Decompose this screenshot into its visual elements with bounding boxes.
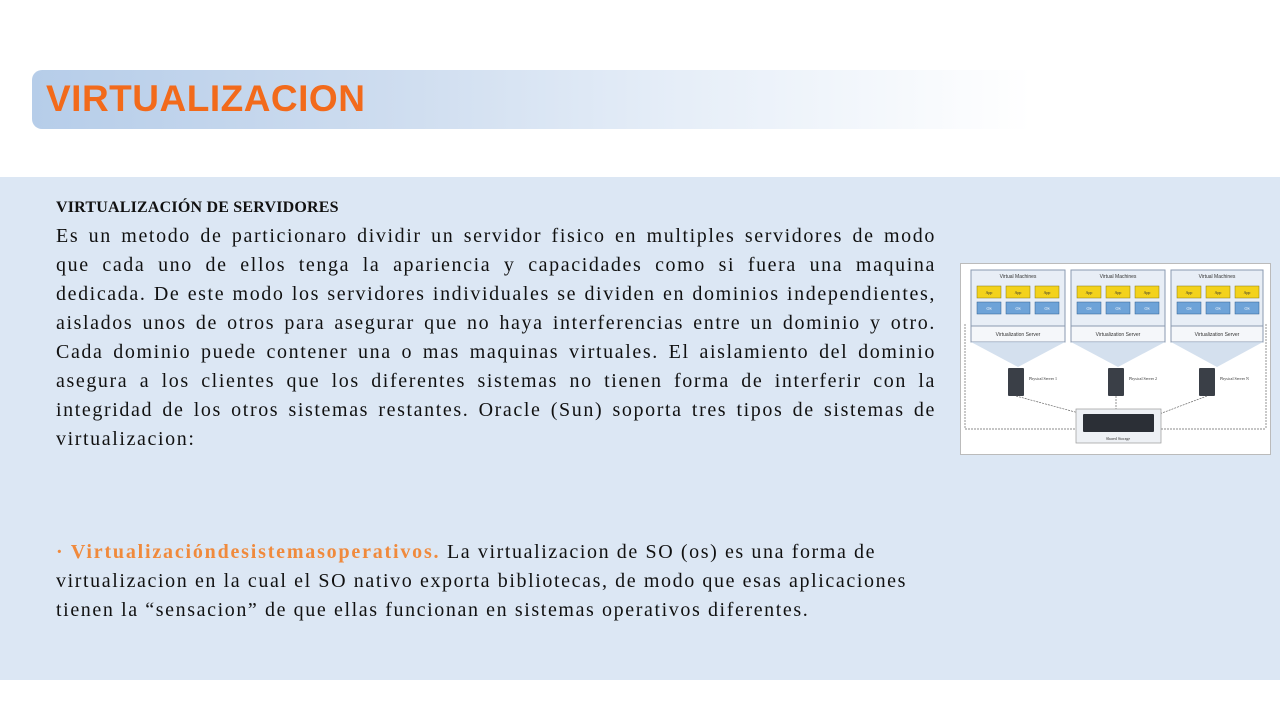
app-label: App (985, 290, 993, 295)
bullet-text: La virtualizacion de SO (os) es una forma de virtualizacion en la cual el SO nativo exporta bibliotecas, de modo que esas aplicaciones tienen la “sensacion” de que ellas funcionan en sistemas operativos diferentes. (56, 541, 908, 621)
server-icon (1108, 368, 1124, 396)
os-label: OS (1186, 306, 1192, 311)
bullet-paragraph (56, 538, 941, 625)
app-label: App (1114, 290, 1122, 295)
virtualization-server-label: Virtualization Server (1194, 332, 1240, 338)
diagram-column-1 (971, 270, 1065, 396)
diagram-svg (961, 264, 1270, 454)
os-label: OS (986, 306, 992, 311)
diagram-column-2 (1071, 270, 1165, 396)
os-label: OS (1115, 306, 1121, 311)
virtualization-server-label: Virtualization Server (995, 332, 1041, 338)
app-label: App (1185, 290, 1193, 295)
vm-group-label: Virtual Machines (1099, 274, 1137, 280)
title-bar (32, 70, 1032, 129)
app-label: App (1243, 290, 1251, 295)
storage-label: Shared Storage (1105, 436, 1131, 441)
app-label: App (1043, 290, 1051, 295)
os-label: OS (1144, 306, 1150, 311)
app-label: App (1085, 290, 1093, 295)
virtualization-server-label: Virtualization Server (1095, 332, 1141, 338)
funnel-shape (1171, 342, 1263, 367)
app-label: App (1214, 290, 1222, 295)
diagram-column-3 (1171, 270, 1263, 396)
bullet-label: · Virtualizacióndesistemasoperativos. (56, 541, 441, 563)
os-label: OS (1086, 306, 1092, 311)
vm-group-label: Virtual Machines (999, 274, 1037, 280)
funnel-shape (1071, 342, 1165, 367)
section-title: VIRTUALIZACIÓN DE SERVIDORES (56, 199, 339, 216)
server-icon (1008, 368, 1024, 396)
virtualization-diagram (960, 263, 1271, 455)
app-label: App (1143, 290, 1151, 295)
physical-server-label: Physical Server 2 (1129, 376, 1157, 381)
os-label: OS (1244, 306, 1250, 311)
physical-server-label: Physical Server N (1220, 376, 1249, 381)
os-label: OS (1215, 306, 1221, 311)
funnel-shape (971, 342, 1065, 367)
physical-server-label: Physical Server 1 (1029, 376, 1057, 381)
app-label: App (1014, 290, 1022, 295)
server-icon (1199, 368, 1215, 396)
slide-title: VIRTUALIZACION (46, 78, 366, 119)
storage-icon (1083, 414, 1154, 432)
body-text (56, 222, 936, 454)
os-label: OS (1015, 306, 1021, 311)
paragraph-main: Es un metodo de particionaro dividir un servidor fisico en multiples servidores de modo que cada uno de ellos tenga la apariencia y capacidades como si fuera una maquina dedicada. De este modo los servidores individuales se dividen en dominios independientes, aislados unos de otros para asegurar que no haya interferencias entre un dominio y otro. Cada dominio puede contener una o mas maquinas virtuales. El aislamiento del dominio asegura a los clientes que los diferentes sistemas no tienen forma de interferir con la integridad de los otros sistemas restantes. Oracle (Sun) soporta tres tipos de sistemas de virtualizacion: (56, 225, 936, 450)
os-label: OS (1044, 306, 1050, 311)
vm-group-label: Virtual Machines (1198, 274, 1236, 280)
